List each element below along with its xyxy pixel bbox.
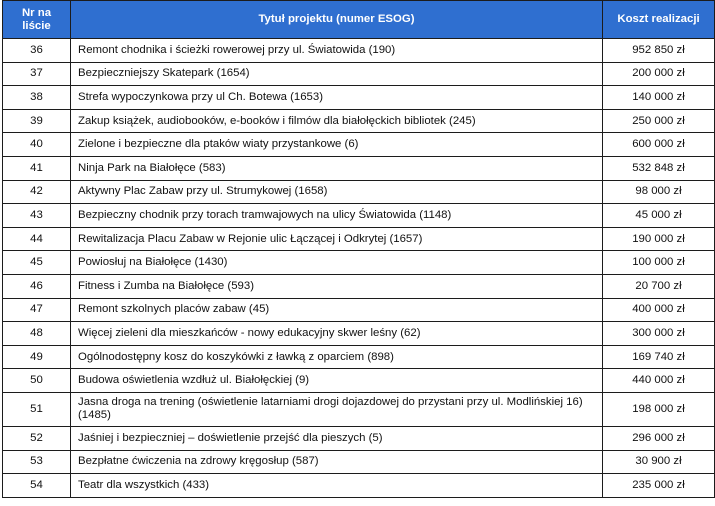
cell-cost: 100 000 zł	[603, 251, 715, 275]
cell-title: Remont chodnika i ścieżki rowerowej przy ul. Światowida (190)	[71, 39, 603, 63]
cell-title: Więcej zieleni dla mieszkańców - nowy edukacyjny skwer leśny (62)	[71, 322, 603, 346]
cell-title: Bezpieczniejszy Skatepark (1654)	[71, 62, 603, 86]
cell-nr: 40	[3, 133, 71, 157]
table-row	[3, 133, 715, 157]
cell-title: Bezpłatne ćwiczenia na zdrowy kręgosłup (587)	[71, 450, 603, 474]
cell-title: Jaśniej i bezpieczniej – doświetlenie przejść dla pieszych (5)	[71, 426, 603, 450]
table-row	[3, 369, 715, 393]
table-row	[3, 251, 715, 275]
cell-cost: 45 000 zł	[603, 204, 715, 228]
cell-nr: 49	[3, 345, 71, 369]
cell-title: Fitness i Zumba na Białołęce (593)	[71, 274, 603, 298]
table-row	[3, 180, 715, 204]
cell-title: Rewitalizacja Placu Zabaw w Rejonie ulic Łączącej i Odkrytej (1657)	[71, 227, 603, 251]
table-row	[3, 450, 715, 474]
cell-cost: 169 740 zł	[603, 345, 715, 369]
cell-nr: 38	[3, 86, 71, 110]
table-row	[3, 298, 715, 322]
cell-nr: 45	[3, 251, 71, 275]
table-row	[3, 86, 715, 110]
cell-cost: 250 000 zł	[603, 109, 715, 133]
cell-cost: 600 000 zł	[603, 133, 715, 157]
cell-nr: 43	[3, 204, 71, 228]
cell-title: Aktywny Plac Zabaw przy ul. Strumykowej (1658)	[71, 180, 603, 204]
cell-cost: 296 000 zł	[603, 426, 715, 450]
cell-title: Powiosłuj na Białołęce (1430)	[71, 251, 603, 275]
cell-nr: 39	[3, 109, 71, 133]
cell-nr: 36	[3, 39, 71, 63]
cell-cost: 400 000 zł	[603, 298, 715, 322]
cell-nr: 47	[3, 298, 71, 322]
cell-nr: 44	[3, 227, 71, 251]
cell-cost: 440 000 zł	[603, 369, 715, 393]
cell-title: Jasna droga na trening (oświetlenie latarniami drogi dojazdowej do przystani przy ul. Modlińskiej 16) (1485)	[71, 392, 603, 426]
cell-cost: 200 000 zł	[603, 62, 715, 86]
cell-nr: 37	[3, 62, 71, 86]
cell-cost: 30 900 zł	[603, 450, 715, 474]
cell-cost: 98 000 zł	[603, 180, 715, 204]
cell-nr: 53	[3, 450, 71, 474]
cell-cost: 190 000 zł	[603, 227, 715, 251]
cell-nr: 48	[3, 322, 71, 346]
cell-title: Budowa oświetlenia wzdłuż ul. Białołęckiej (9)	[71, 369, 603, 393]
cell-nr: 41	[3, 156, 71, 180]
header-title: Tytuł projektu (numer ESOG)	[71, 1, 603, 39]
cell-title: Strefa wypoczynkowa przy ul Ch. Botewa (1653)	[71, 86, 603, 110]
cell-nr: 46	[3, 274, 71, 298]
cell-title: Teatr dla wszystkich (433)	[71, 474, 603, 498]
cell-cost: 235 000 zł	[603, 474, 715, 498]
cell-nr: 51	[3, 392, 71, 426]
table-row	[3, 426, 715, 450]
header-cost: Koszt realizacji	[603, 1, 715, 39]
table-row	[3, 227, 715, 251]
cell-title: Zakup książek, audiobooków, e-booków i filmów dla białołęckich bibliotek (245)	[71, 109, 603, 133]
cell-cost: 140 000 zł	[603, 86, 715, 110]
cell-title: Ogólnodostępny kosz do koszykówki z ławką z oparciem (898)	[71, 345, 603, 369]
cell-nr: 42	[3, 180, 71, 204]
cell-cost: 300 000 zł	[603, 322, 715, 346]
header-nr: Nr na liście	[3, 1, 71, 39]
cell-title: Ninja Park na Białołęce (583)	[71, 156, 603, 180]
cell-nr: 54	[3, 474, 71, 498]
table-row	[3, 39, 715, 63]
table-header-row	[3, 1, 715, 39]
table-row	[3, 156, 715, 180]
table-row	[3, 204, 715, 228]
cell-cost: 20 700 zł	[603, 274, 715, 298]
cell-cost: 198 000 zł	[603, 392, 715, 426]
table-row	[3, 474, 715, 498]
cell-nr: 52	[3, 426, 71, 450]
cell-title: Bezpieczny chodnik przy torach tramwajowych na ulicy Światowida (1148)	[71, 204, 603, 228]
cell-title: Remont szkolnych placów zabaw (45)	[71, 298, 603, 322]
cell-cost: 952 850 zł	[603, 39, 715, 63]
projects-table	[2, 0, 715, 498]
table-row	[3, 274, 715, 298]
cell-title: Zielone i bezpieczne dla ptaków wiaty przystankowe (6)	[71, 133, 603, 157]
cell-nr: 50	[3, 369, 71, 393]
table-row	[3, 322, 715, 346]
table-row	[3, 109, 715, 133]
table-row	[3, 62, 715, 86]
table-row	[3, 392, 715, 426]
table-row	[3, 345, 715, 369]
cell-cost: 532 848 zł	[603, 156, 715, 180]
